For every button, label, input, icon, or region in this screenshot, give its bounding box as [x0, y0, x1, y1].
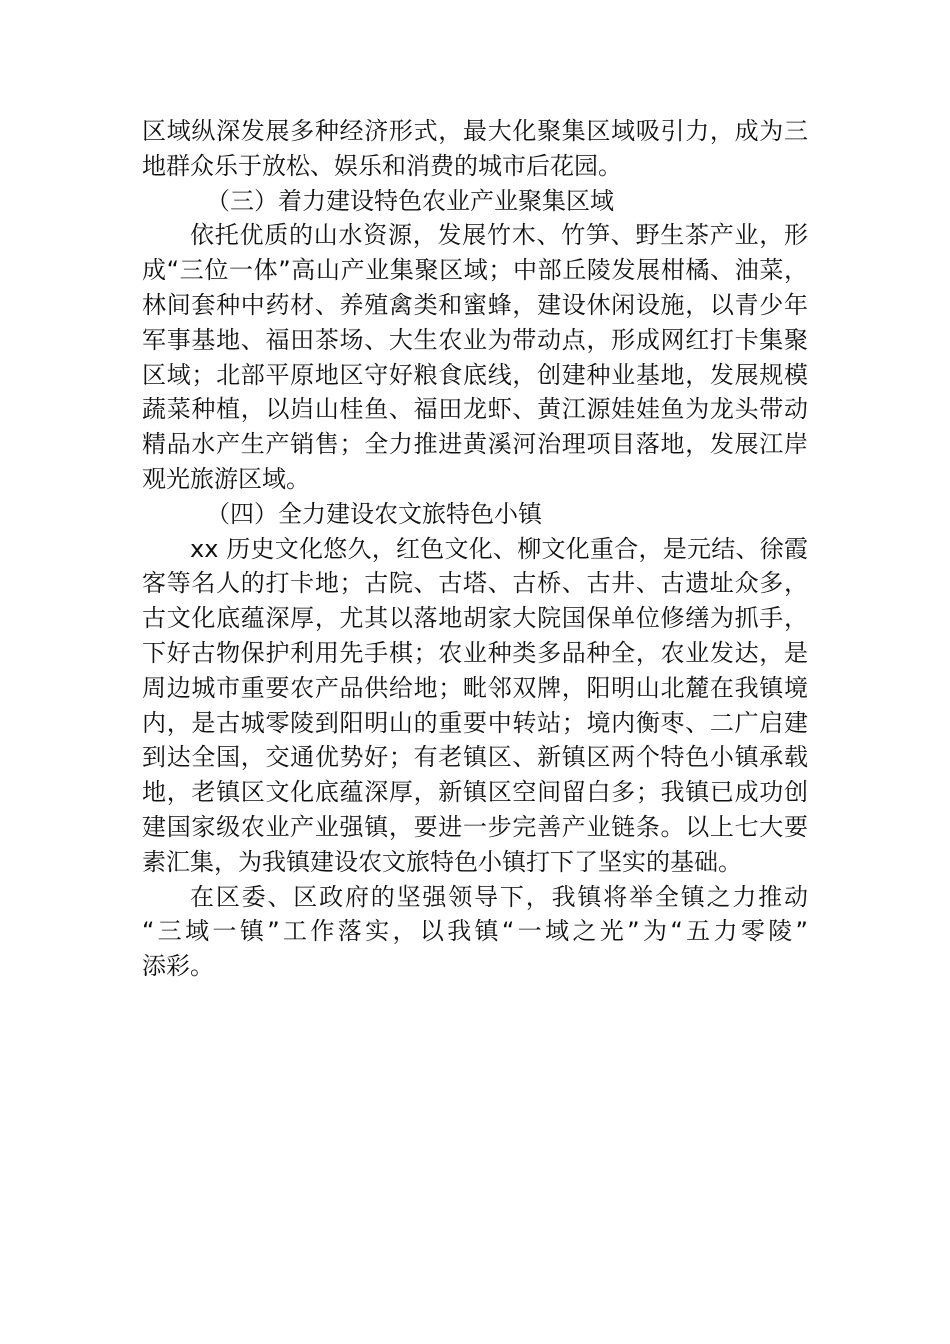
text-line: 到达全国，交通优势好；有老镇区、新镇区两个特色小镇承载: [142, 743, 808, 772]
text-line: 素汇集，为我镇建设农文旅特色小镇打下了坚实的基础。: [142, 847, 742, 876]
text-line: 依托优质的山水资源，发展竹木、竹笋、野生茶产业，形: [190, 221, 808, 250]
text-line: 精品水产生产销售；全力推进黄溪河治理项目落地，发展江岸: [142, 430, 808, 459]
document-body: [142, 114, 808, 984]
text-line: 下好古物保护利用先手棋；农业种类多品种全，农业发达，是: [142, 638, 808, 667]
section-heading: （三）着力建设特色农业产业聚集区域: [206, 186, 614, 215]
text-line: 客等名人的打卡地；古院、古塔、古桥、古井、古遗址众多，: [142, 569, 808, 598]
text-line: 林间套种中药材、养殖禽类和蜜蜂，建设休闲设施，以青少年: [142, 290, 808, 319]
text-line: 蔬菜种植，以岿山桂鱼、福田龙虾、黄江源娃娃鱼为龙头带动: [142, 395, 808, 424]
text-line: 区域纵深发展多种经济形式，最大化聚集区域吸引力，成为三: [142, 117, 808, 145]
text-line: 内，是古城零陵到阳明山的重要中转站；境内衡枣、二广启建: [142, 708, 808, 737]
text-line: 古文化底蕴深厚，尤其以落地胡家大院国保单位修缮为抓手，: [142, 604, 808, 633]
text-line: 成“三位一体”高山产业集聚区域；中部丘陵发展柑橘、油菜，: [142, 256, 808, 285]
text-line: 军事基地、福田茶场、大生农业为带动点，形成网红打卡集聚: [142, 325, 808, 354]
text-line: 区域；北部平原地区守好粮食底线，创建种业基地，发展规模: [142, 360, 808, 389]
text-line: 观光旅游区域。: [142, 464, 310, 493]
text-line: 地群众乐于放松、娱乐和消费的城市后花园。: [142, 151, 622, 180]
text-line: “三域一镇”工作落实，以我镇“一域之光”为“五力零陵”: [142, 917, 808, 946]
text-line: 添彩。: [142, 952, 214, 981]
section-heading: （四）全力建设农文旅特色小镇: [206, 499, 542, 528]
text-line: 地，老镇区文化底蕴深厚，新镇区空间留白多；我镇已成功创: [142, 778, 808, 807]
text-line: 建国家级农业产业强镇，要进一步完善产业链条。以上七大要: [142, 812, 808, 841]
text-line: 在区委、区政府的坚强领导下，我镇将举全镇之力推动: [190, 882, 808, 911]
text-line: 周边城市重要农产品供给地；毗邻双牌，阳明山北麓在我镇境: [142, 673, 808, 702]
text-line: xx 历史文化悠久，红色文化、柳文化重合，是元结、徐霞: [190, 534, 808, 563]
